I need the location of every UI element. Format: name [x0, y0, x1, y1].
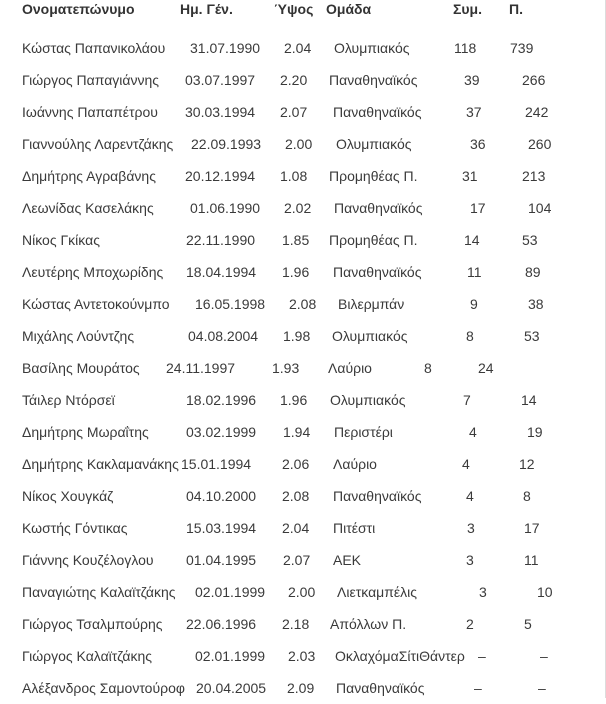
table-row — [0, 640, 604, 672]
cell-birthdate: 02.01.1999 — [195, 648, 266, 664]
cell-points: 5 — [524, 616, 532, 632]
cell-team: ΟκλαχόμαΣίτιΘάντερ — [335, 648, 465, 664]
table-row — [0, 96, 604, 128]
cell-team: Ολυμπιακός — [332, 328, 408, 344]
cell-points: 242 — [525, 104, 549, 120]
cell-games: 118 — [454, 40, 477, 56]
cell-games: 8 — [424, 360, 432, 376]
table-row — [0, 320, 604, 352]
cell-games: 3 — [466, 552, 474, 568]
cell-height: 2.04 — [284, 40, 312, 56]
table-row — [0, 384, 604, 416]
cell-points: 12 — [519, 456, 535, 472]
cell-name: Ιωάννης Παπαπέτρου — [22, 104, 158, 120]
cell-points: 14 — [521, 392, 537, 408]
cell-games: 37 — [466, 104, 482, 120]
cell-birthdate: 03.07.1997 — [185, 72, 256, 88]
table-row — [0, 608, 604, 640]
cell-name: Κωστής Γόντικας — [22, 520, 128, 536]
header-height: Ύψος — [274, 1, 314, 17]
cell-points: 89 — [525, 264, 541, 280]
cell-points: 10 — [537, 584, 553, 600]
cell-team: Πιτέστι — [333, 520, 376, 536]
cell-team: Βιλερμπάν — [338, 296, 405, 312]
cell-games: 9 — [470, 296, 478, 312]
cell-height: 2.08 — [282, 488, 310, 504]
cell-height: 2.00 — [285, 136, 313, 152]
cell-points: 17 — [524, 520, 540, 536]
cell-name: Δημήτρης Αγραβάνης — [22, 168, 156, 184]
cell-team: Ολυμπιακός — [330, 392, 406, 408]
cell-points: 19 — [527, 424, 543, 440]
cell-games: 31 — [462, 168, 478, 184]
cell-games: 3 — [479, 584, 487, 600]
cell-height: 1.94 — [283, 424, 311, 440]
cell-games: 7 — [463, 392, 471, 408]
cell-name: Μιχάλης Λούντζης — [22, 328, 135, 344]
cell-team: Ολυμπιακός — [336, 136, 412, 152]
cell-height: 2.07 — [280, 104, 308, 120]
table-row — [0, 352, 604, 384]
cell-height: 1.08 — [280, 168, 308, 184]
cell-games: 11 — [467, 264, 482, 280]
cell-team: Παναθηναϊκός — [333, 488, 422, 504]
cell-height: 2.07 — [283, 552, 311, 568]
cell-name: Γιαννούλης Λαρεντζάκης — [22, 136, 174, 152]
cell-height: 1.96 — [282, 264, 310, 280]
cell-team: Παναθηναϊκός — [333, 264, 422, 280]
cell-team: Απόλλων Π. — [330, 616, 407, 632]
cell-birthdate: 03.02.1999 — [186, 424, 257, 440]
table-row — [0, 448, 604, 480]
cell-games: 17 — [470, 200, 486, 216]
cell-birthdate: 20.04.2005 — [196, 680, 267, 696]
table-row — [0, 672, 604, 704]
cell-team: Παναθηναϊκός — [336, 680, 425, 696]
header-birthdate: Ημ. Γέν. — [180, 1, 233, 17]
cell-birthdate: 01.04.1995 — [186, 552, 257, 568]
cell-team: Λαύριο — [328, 360, 372, 376]
cell-points: – — [538, 680, 546, 696]
cell-birthdate: 31.07.1990 — [190, 40, 261, 56]
cell-name: Λεωνίδας Κασελάκης — [22, 200, 154, 216]
cell-points: 260 — [528, 136, 552, 152]
cell-birthdate: 18.04.1994 — [186, 264, 257, 280]
cell-birthdate: 18.02.1996 — [186, 392, 257, 408]
cell-birthdate: 04.08.2004 — [188, 328, 259, 344]
header-name: Ονοματεπώνυμο — [22, 1, 135, 17]
cell-name: Δημήτρης Κακλαμανάκης — [22, 456, 179, 472]
cell-points: 213 — [522, 168, 546, 184]
cell-team: Ολυμπιακός — [334, 40, 410, 56]
cell-name: Νίκος Γκίκας — [22, 232, 100, 248]
cell-games: 36 — [470, 136, 486, 152]
table-row — [0, 32, 604, 64]
cell-height: 2.18 — [282, 616, 310, 632]
cell-team: Λαύριο — [333, 456, 377, 472]
cell-points: 739 — [510, 40, 534, 56]
cell-points: 53 — [524, 328, 540, 344]
cell-height: 1.93 — [272, 360, 300, 376]
cell-games: 39 — [464, 72, 480, 88]
cell-name: Γιώργος Καλαϊτζάκης — [22, 648, 152, 664]
cell-birthdate: 22.09.1993 — [191, 136, 262, 152]
cell-name: Κώστας Παπανικολάου — [22, 40, 166, 56]
table-row — [0, 576, 604, 608]
table-row — [0, 480, 604, 512]
table-row — [0, 192, 604, 224]
cell-height: 2.02 — [284, 200, 312, 216]
table-row — [0, 512, 604, 544]
table-row — [0, 256, 604, 288]
cell-name: Αλέξανδρος Σαμοντούροφ — [22, 680, 185, 696]
cell-birthdate: 15.03.1994 — [186, 520, 257, 536]
cell-team: Προμηθέας Π. — [329, 168, 418, 184]
cell-height: 2.04 — [282, 520, 310, 536]
cell-points: 53 — [522, 232, 538, 248]
cell-points: 38 — [528, 296, 544, 312]
cell-height: 2.20 — [280, 72, 308, 88]
cell-points: 24 — [478, 360, 494, 376]
cell-games: – — [474, 680, 482, 696]
cell-points: 266 — [522, 72, 546, 88]
cell-points: – — [540, 648, 548, 664]
cell-height: 2.08 — [289, 296, 317, 312]
cell-points: 11 — [524, 552, 539, 568]
cell-points: 104 — [528, 200, 552, 216]
cell-height: 1.98 — [283, 328, 311, 344]
cell-name: Βασίλης Μουράτος — [22, 360, 140, 376]
cell-name: Γιώργος Τσαλμπούρης — [22, 616, 163, 632]
cell-team: Προμηθέας Π. — [329, 232, 418, 248]
cell-birthdate: 01.06.1990 — [190, 200, 261, 216]
table-row — [0, 224, 604, 256]
table-row — [0, 64, 604, 96]
cell-birthdate: 16.05.1998 — [195, 296, 266, 312]
cell-name: Γιώργος Παπαγιάννης — [22, 72, 160, 88]
cell-height: 2.09 — [287, 680, 315, 696]
cell-games: – — [478, 648, 486, 664]
cell-name: Νίκος Χουγκάζ — [22, 488, 114, 504]
cell-team: Παναθηναϊκός — [334, 200, 423, 216]
cell-height: 2.06 — [282, 456, 310, 472]
table-row — [0, 288, 604, 320]
cell-birthdate: 04.10.2000 — [186, 488, 257, 504]
cell-birthdate: 15.01.1994 — [181, 456, 252, 472]
cell-team: Παναθηναϊκός — [333, 104, 422, 120]
cell-games: 4 — [462, 456, 470, 472]
cell-birthdate: 30.03.1994 — [185, 104, 256, 120]
cell-name: Παναγιώτης Καλαϊτζάκης — [22, 584, 176, 600]
cell-name: Γιάννης Κουζέλογλου — [22, 552, 154, 568]
cell-games: 4 — [466, 488, 474, 504]
cell-birthdate: 22.06.1996 — [186, 616, 257, 632]
table-row — [0, 544, 604, 576]
cell-games: 8 — [466, 328, 474, 344]
cell-name: Τάιλερ Ντόρσεϊ — [22, 392, 115, 408]
header-team: Ομάδα — [326, 1, 372, 17]
header-games: Συμ. — [453, 1, 483, 17]
cell-name: Δημήτρης Μωραΐτης — [22, 424, 149, 440]
cell-name: Κώστας Αντετοκούνμπο — [22, 296, 170, 312]
table-header-row — [0, 0, 604, 20]
table-row — [0, 160, 604, 192]
cell-birthdate: 02.01.1999 — [195, 584, 266, 600]
header-points: Π. — [509, 1, 523, 17]
cell-games: 14 — [464, 232, 480, 248]
cell-birthdate: 22.11.1990 — [186, 232, 256, 248]
cell-height: 1.96 — [280, 392, 308, 408]
cell-games: 2 — [466, 616, 474, 632]
cell-team: ΑΕΚ — [333, 552, 362, 568]
cell-team: Παναθηναϊκός — [329, 72, 418, 88]
cell-birthdate: 24.11.1997 — [166, 360, 236, 376]
cell-name: Λευτέρης Μποχωρίδης — [22, 264, 164, 280]
cell-points: 8 — [523, 488, 531, 504]
cell-birthdate: 20.12.1994 — [185, 168, 256, 184]
cell-team: Λιετκαμπέλις — [337, 584, 417, 600]
cell-games: 3 — [467, 520, 475, 536]
table-row — [0, 416, 604, 448]
cell-team: Περιστέρι — [334, 424, 393, 440]
cell-height: 2.03 — [288, 648, 316, 664]
cell-height: 2.00 — [288, 584, 316, 600]
cell-games: 4 — [469, 424, 477, 440]
cell-height: 1.85 — [282, 232, 310, 248]
table-row — [0, 128, 604, 160]
